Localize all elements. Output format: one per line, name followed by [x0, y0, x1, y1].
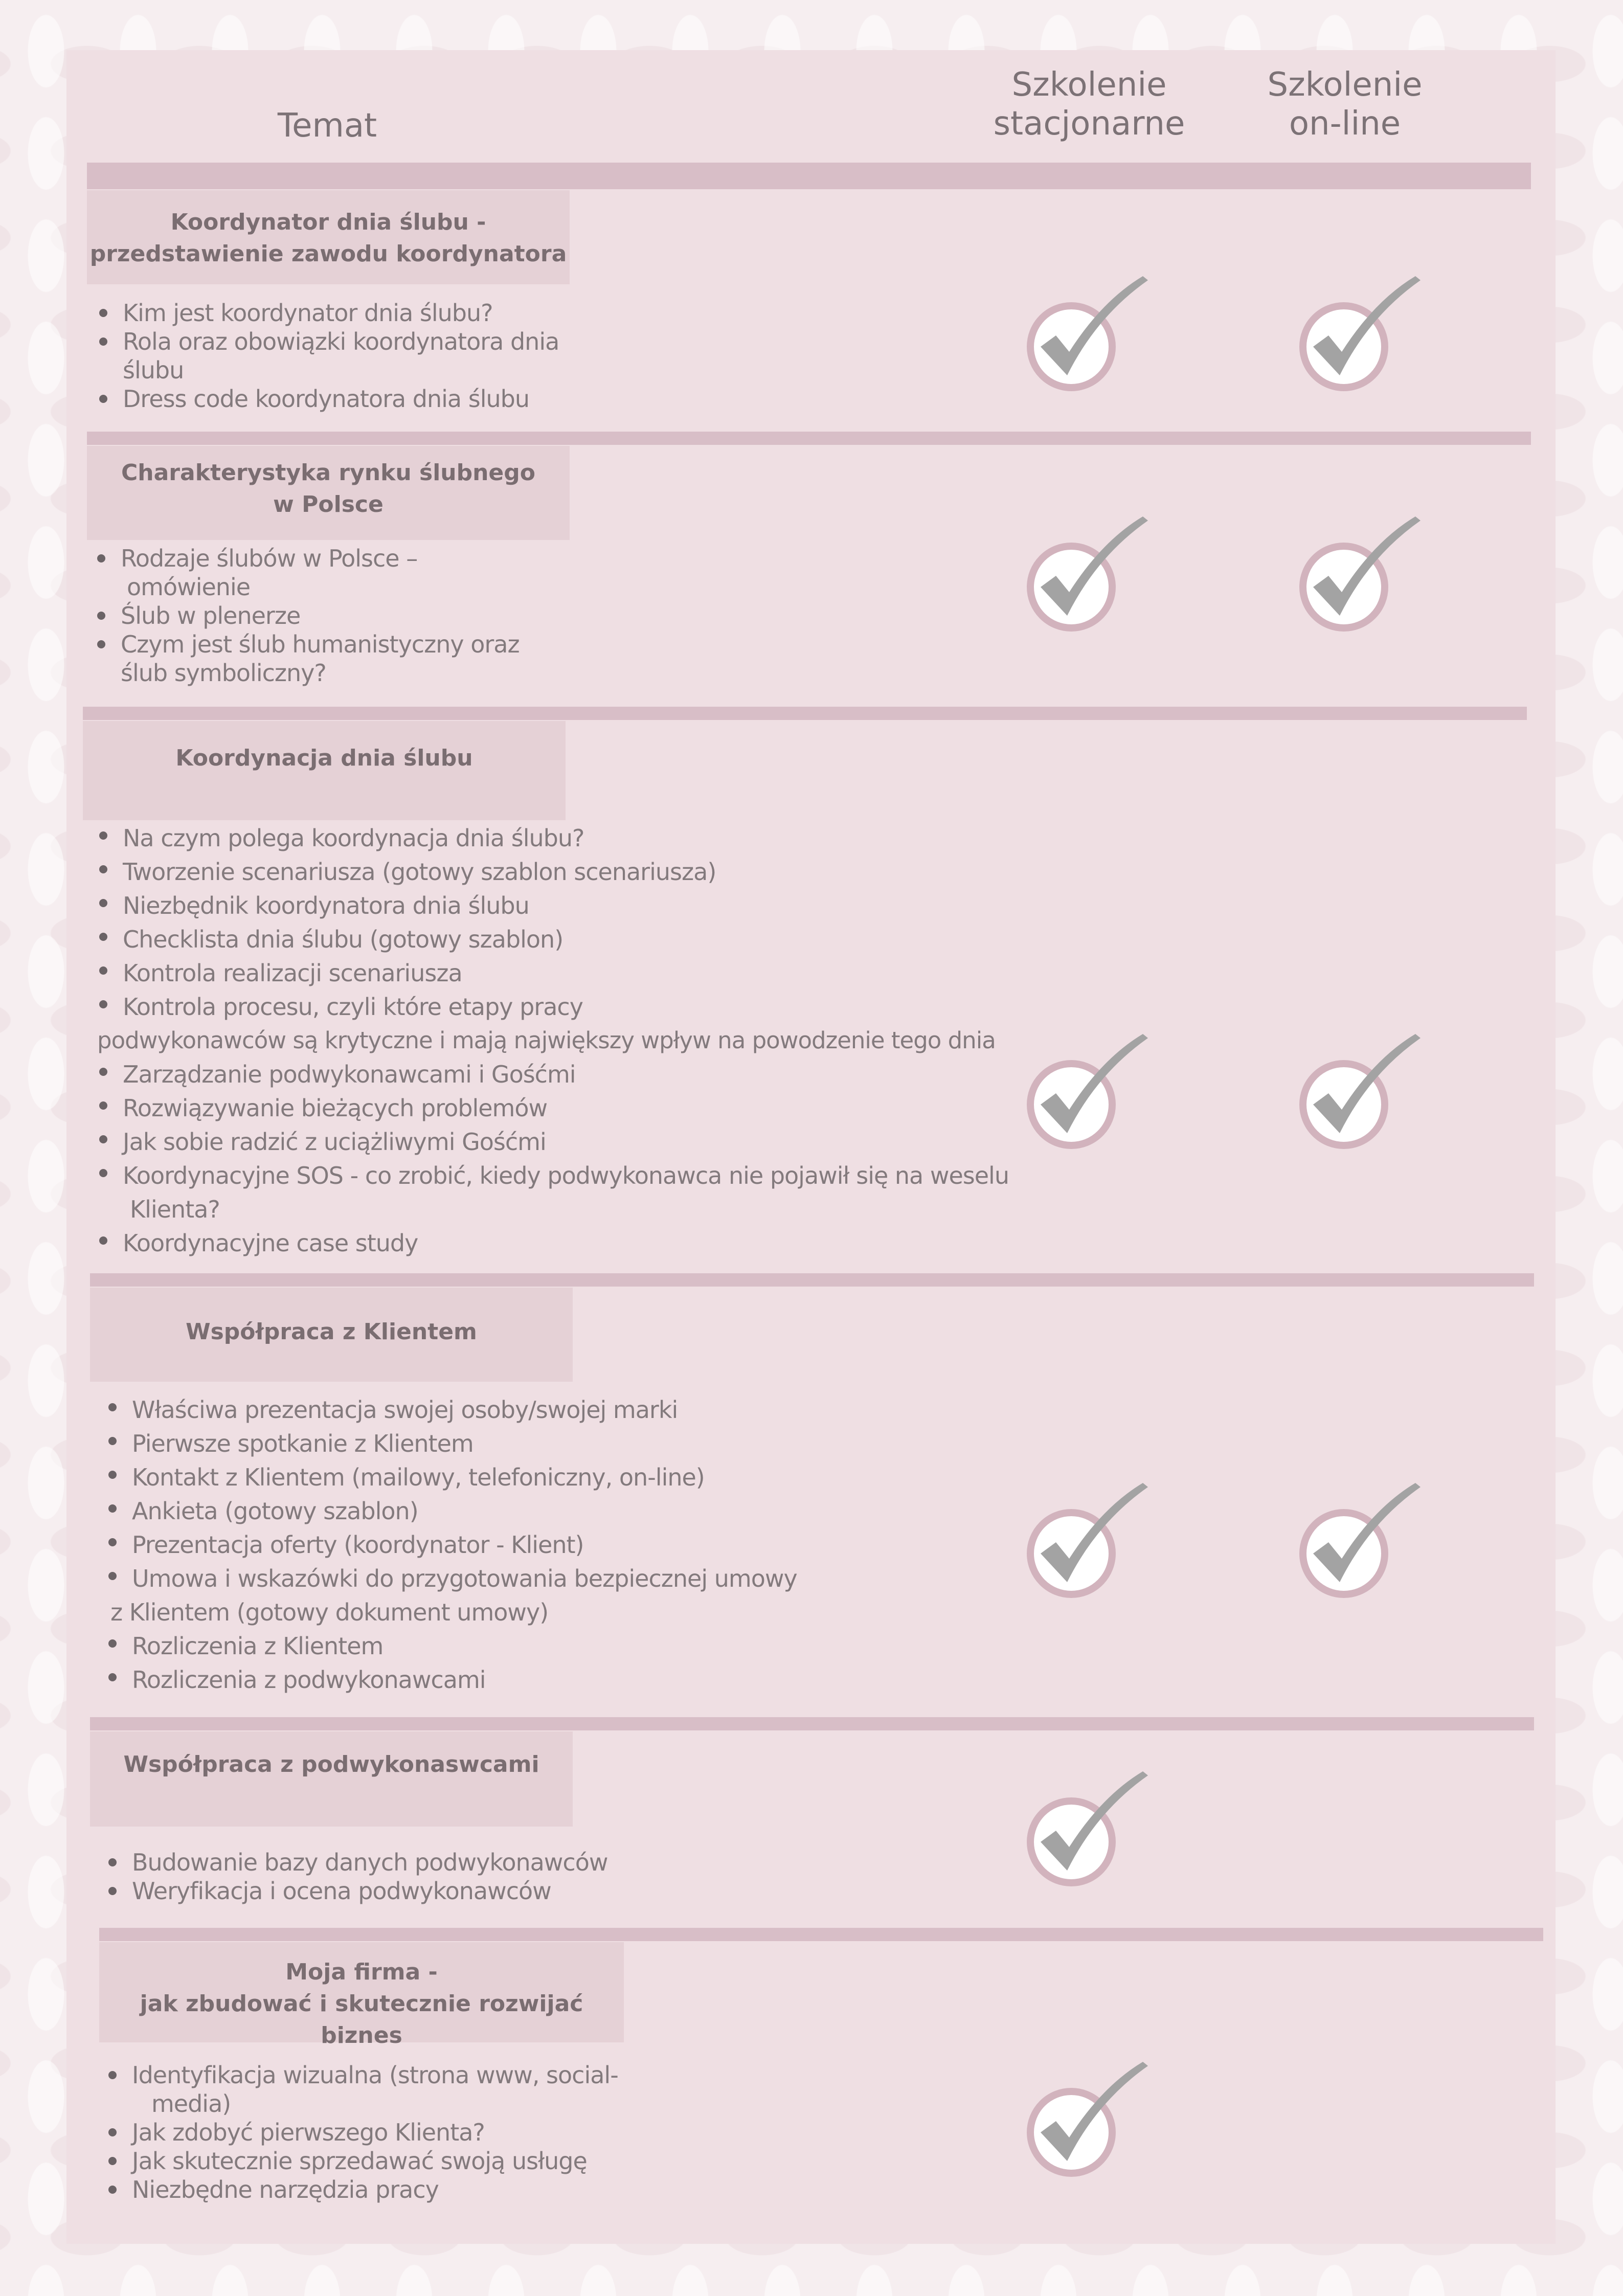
list-item-continuation [104, 2089, 667, 2118]
list-item: Jak zdobyć pierwszego Klienta? [104, 2118, 667, 2147]
list-item: Ślub w plenerze [93, 601, 604, 630]
list-item: Kontrola procesu, czyli które etapy pracy [95, 990, 1016, 1024]
check-circle-icon [1020, 1482, 1153, 1615]
list-item-text: omówienie [127, 573, 251, 601]
topic-list [104, 1848, 871, 1905]
list-item: Na czym polega koordynacja dnia ślubu? [95, 821, 1016, 855]
section-title-line2: jak zbudować i skutecznie rozwijać biznes [140, 1991, 583, 2049]
divider-bar [99, 1928, 1543, 1941]
list-item-continuation [93, 573, 604, 601]
header-stationary-line2: stacjonarne [993, 105, 1185, 143]
list-item-text: podwykonawców są krytyczne i mają największy wpływ na powodzenie tego dnia [97, 1027, 996, 1054]
section-title-line1: Współpraca z Klientem [186, 1319, 477, 1345]
check-circle-icon [1020, 2061, 1153, 2194]
list-item-text: ślub symboliczny? [121, 659, 326, 687]
list-item: Tworzenie scenariusza (gotowy szablon scenariusza) [95, 855, 1016, 889]
list-item: Właściwa prezentacja swojej osoby/swojej marki [104, 1393, 871, 1427]
list-item: Rozliczenia z Klientem [104, 1629, 871, 1663]
list-item-text: z Klientem (gotowy dokument umowy) [110, 1599, 549, 1626]
list-item: Jak sobie radzić z uciążliwymi Gośćmi [95, 1125, 1016, 1159]
list-item: Umowa i wskazówki do przygotowania bezpiecznej umowy [104, 1562, 871, 1595]
list-item-continuation [93, 659, 604, 687]
divider-bar [90, 1273, 1534, 1287]
list-item: Niezbędnik koordynatora dnia ślubu [95, 889, 1016, 922]
list-item: Rola oraz obowiązki koordynatora dnia [95, 327, 606, 356]
check-circle-icon [1293, 275, 1426, 408]
list-item: Pierwsze spotkanie z Klientem [104, 1427, 871, 1460]
section-title [87, 190, 570, 284]
section-title-line1: Koordynator dnia ślubu - [170, 209, 486, 235]
section-title [87, 446, 570, 540]
list-item: Rozliczenia z podwykonawcami [104, 1663, 871, 1697]
section-title [99, 1942, 624, 2049]
topic-list [104, 1393, 871, 1697]
list-item: Prezentacja oferty (koordynator - Klient) [104, 1528, 871, 1562]
list-item: Zarządzanie podwykonawcami i Gośćmi [95, 1057, 1016, 1091]
list-item: Kim jest koordynator dnia ślubu? [95, 299, 606, 327]
section-title-line1: Moja firma - [285, 1959, 438, 1985]
list-item: Checklista dnia ślubu (gotowy szablon) [95, 922, 1016, 956]
topic-list [95, 299, 606, 413]
check-circle-icon [1020, 1770, 1153, 1903]
list-item-continuation [95, 356, 606, 385]
section-title [90, 1288, 573, 1382]
divider-bar [87, 432, 1531, 445]
section-title-line1: Współpraca z podwykonaswcami [123, 1751, 539, 1777]
list-item: Jak skutecznie sprzedawać swoją usługę [104, 2147, 667, 2175]
list-item: Rodzaje ślubów w Polsce – [93, 544, 604, 573]
list-item-continuation [97, 1024, 1016, 1057]
header-online-line1: Szkolenie [1267, 66, 1423, 104]
list-item: Koordynacyjne SOS - co zrobić, kiedy podwykonawca nie pojawił się na weselu [95, 1159, 1016, 1192]
header-online-line2: on-line [1289, 105, 1401, 143]
list-item: Weryfikacja i ocena podwykonawców [104, 1877, 871, 1905]
section-title [90, 1731, 573, 1827]
topic-list [104, 2061, 667, 2204]
list-item: Niezbędne narzędzia pracy [104, 2175, 667, 2204]
section-title-line2: w Polsce [273, 491, 384, 517]
list-item: Dress code koordynatora dnia ślubu [95, 385, 606, 413]
list-item-continuation [95, 1192, 1016, 1226]
list-item: Identyfikacja wizualna (strona www, social- [104, 2061, 667, 2089]
column-header-topic [225, 106, 430, 145]
check-circle-icon [1293, 1482, 1426, 1615]
list-item: Koordynacyjne case study [95, 1226, 1016, 1260]
column-header-online [1243, 65, 1447, 143]
topic-list [93, 544, 604, 687]
list-item: Czym jest ślub humanistyczny oraz [93, 630, 604, 659]
check-circle-icon [1293, 1033, 1426, 1166]
list-item: Rozwiązywanie bieżących problemów [95, 1091, 1016, 1125]
list-item: Kontrola realizacji scenariusza [95, 956, 1016, 990]
check-circle-icon [1020, 1033, 1153, 1166]
list-item-text: media) [151, 2090, 231, 2118]
divider-bar [90, 1717, 1534, 1730]
list-item: Ankieta (gotowy szablon) [104, 1494, 871, 1528]
section-title [83, 721, 566, 820]
section-title-line2: przedstawienie zawodu koordynatora [89, 241, 567, 267]
check-circle-icon [1293, 515, 1426, 648]
section-title-line1: Koordynacja dnia ślubu [175, 745, 473, 771]
divider-bar [87, 163, 1531, 189]
column-header-stationary [977, 65, 1202, 143]
check-circle-icon [1020, 275, 1153, 408]
header-stationary-line1: Szkolenie [1011, 66, 1167, 104]
list-item-continuation [110, 1595, 871, 1629]
list-item: Budowanie bazy danych podwykonawców [104, 1848, 871, 1877]
list-item-text: Klienta? [130, 1196, 220, 1223]
header-topic-label: Temat [277, 107, 377, 145]
divider-bar [83, 707, 1527, 720]
list-item: Kontakt z Klientem (mailowy, telefoniczny, on-line) [104, 1460, 871, 1494]
topic-list [95, 821, 1016, 1260]
check-circle-icon [1020, 515, 1153, 648]
section-title-line1: Charakterystyka rynku ślubnego [121, 460, 535, 486]
list-item-text: ślubu [123, 356, 184, 384]
